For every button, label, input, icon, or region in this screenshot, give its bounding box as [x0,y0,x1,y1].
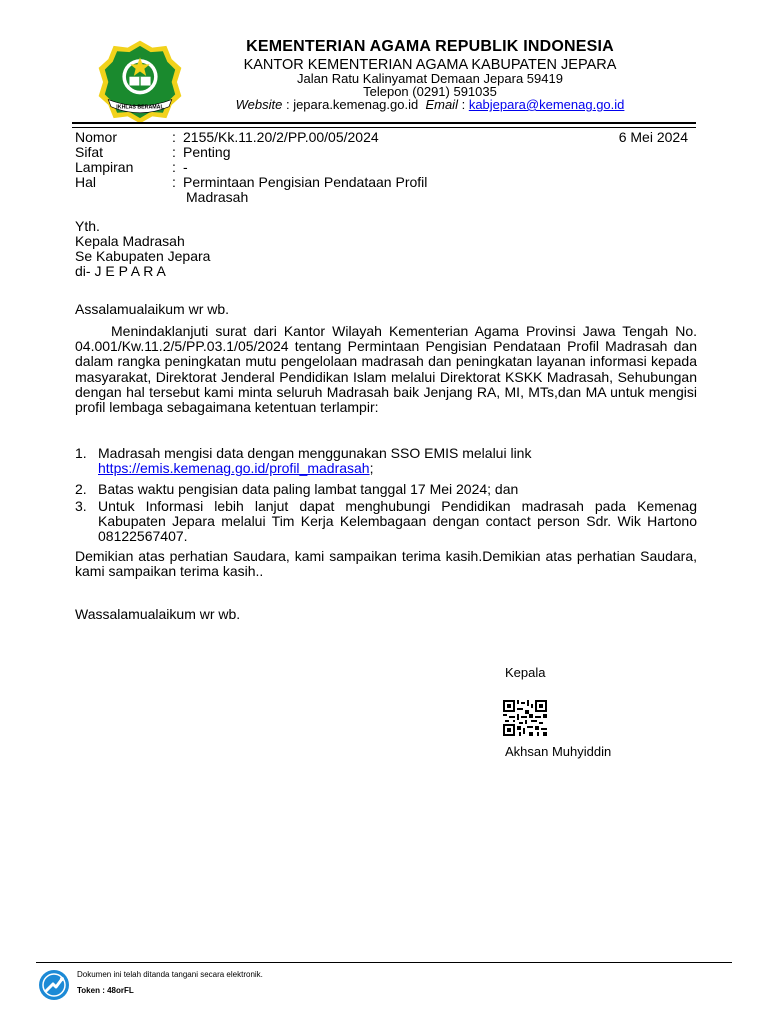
office-title: KANTOR KEMENTERIAN AGAMA KABUPATEN JEPARA [243,57,617,73]
bsre-seal-icon [38,969,70,1001]
email-link[interactable]: kabjepara@kemenag.go.id [468,97,625,112]
signature-title: Kepala [505,665,546,680]
header-rule-thick [72,122,696,124]
sifat-value: Penting [183,144,231,160]
nomor-label: Nomor [75,129,118,145]
hal-value-line2: Madrasah [186,189,249,205]
email-label: Email [425,97,458,112]
colon: : [172,129,176,145]
qr-code-icon [503,700,547,736]
footer-esign-note: Dokumen ini telah ditanda tangani secara elektronik. [77,970,263,979]
list-item-1 [75,446,697,476]
office-phone: Telepon (0291) 591035 [363,84,497,99]
lampiran-label: Lampiran [75,159,134,175]
recipient-title: Kepala Madrasah [75,233,185,249]
list-item-text: Untuk Informasi lebih lanjut dapat menghubungi Pendidikan madrasah pada Kemenag Kabupaten Jepara melalui Tim Kerja Kelembagaan dengan contact person Sdr. Wik Hartono 08122567407. [98,498,697,545]
greeting: Assalamualaikum wr wb. [75,301,230,317]
office-address: Jalan Ratu Kalinyamat Demaan Jepara 59419 [297,71,563,86]
colon: : [172,174,176,190]
recipient-place: di- J E P A R A [75,263,166,279]
list-item-suffix: ; [369,460,374,477]
lampiran-value: - [183,159,188,175]
farewell: Wassalamualaikum wr wb. [75,606,241,622]
letter-date: 6 Mei 2024 [618,129,688,145]
list-number: 2. [75,481,87,497]
list-item-text: Madrasah mengisi data dengan menggunakan SSO EMIS melalui link [98,445,532,461]
list-item-2 [75,482,697,497]
sifat-label: Sifat [75,144,104,160]
website-value[interactable]: jepara.kemenag.go.id [293,97,419,112]
signer-name: Akhsan Muhyiddin [505,744,612,759]
list-item-text: Batas waktu pengisian data paling lambat tanggal 17 Mei 2024; dan [98,481,519,497]
closing-paragraph: Demikian atas perhatian Saudara, kami sampaikan terima kasih.Demikian atas perhatian Saudara, kami sampaikan terima kasih.. [75,548,697,580]
recipient-yth: Yth. [75,218,100,234]
header-rule-thin [72,127,696,128]
logo-ribbon-text: IKHLAS BERAMAL [116,104,164,111]
footer-rule [36,962,732,963]
hal-label: Hal [75,174,97,190]
list-item-3 [75,499,697,545]
recipient-area: Se Kabupaten Jepara [75,248,211,264]
website-label: Website [235,97,283,112]
nomor-value: 2155/Kk.11.20/2/PP.00/05/2024 [183,129,379,145]
office-contact: Website : jepara.kemenag.go.id Email : kabjepara@kemenag.go.id [235,97,625,112]
footer-token: Token : 48orFL [77,986,134,995]
list-number: 3. [75,498,87,514]
ministry-title: KEMENTERIAN AGAMA REPUBLIK INDONESIA [246,38,614,55]
emis-profile-link[interactable]: https://emis.kemenag.go.id/profil_madrasah [98,460,370,477]
kemenag-logo-icon [96,38,184,126]
colon: : [172,144,176,160]
hal-value-line1: Permintaan Pengisian Pendataan Profil [183,174,428,190]
list-number: 1. [75,445,87,461]
body-paragraph-1: Menindaklanjuti surat dari Kantor Wilayah Kementerian Agama Provinsi Jawa Tengah No. 04.001/Kw.11.2/5/PP.03.1/05/2024 tentang Permintaan Pengisian Pendataan Profil Madrasah dan dalam rangka peningkatan mutu pengelolaan madrasah dan peningkatan layanan informasi kepada masyarakat, Direktorat Jenderal Pendidikan Islam melalui Direktorat KSKK Madrasah, Sehubungan dengan hal tersebut kami minta seluruh Madrasah baik Jenjang RA, MI, MTs,dan MA untuk mengisi profil lembaga sebagaimana ketentuan terlampir: [75,323,697,416]
colon: : [172,159,176,175]
